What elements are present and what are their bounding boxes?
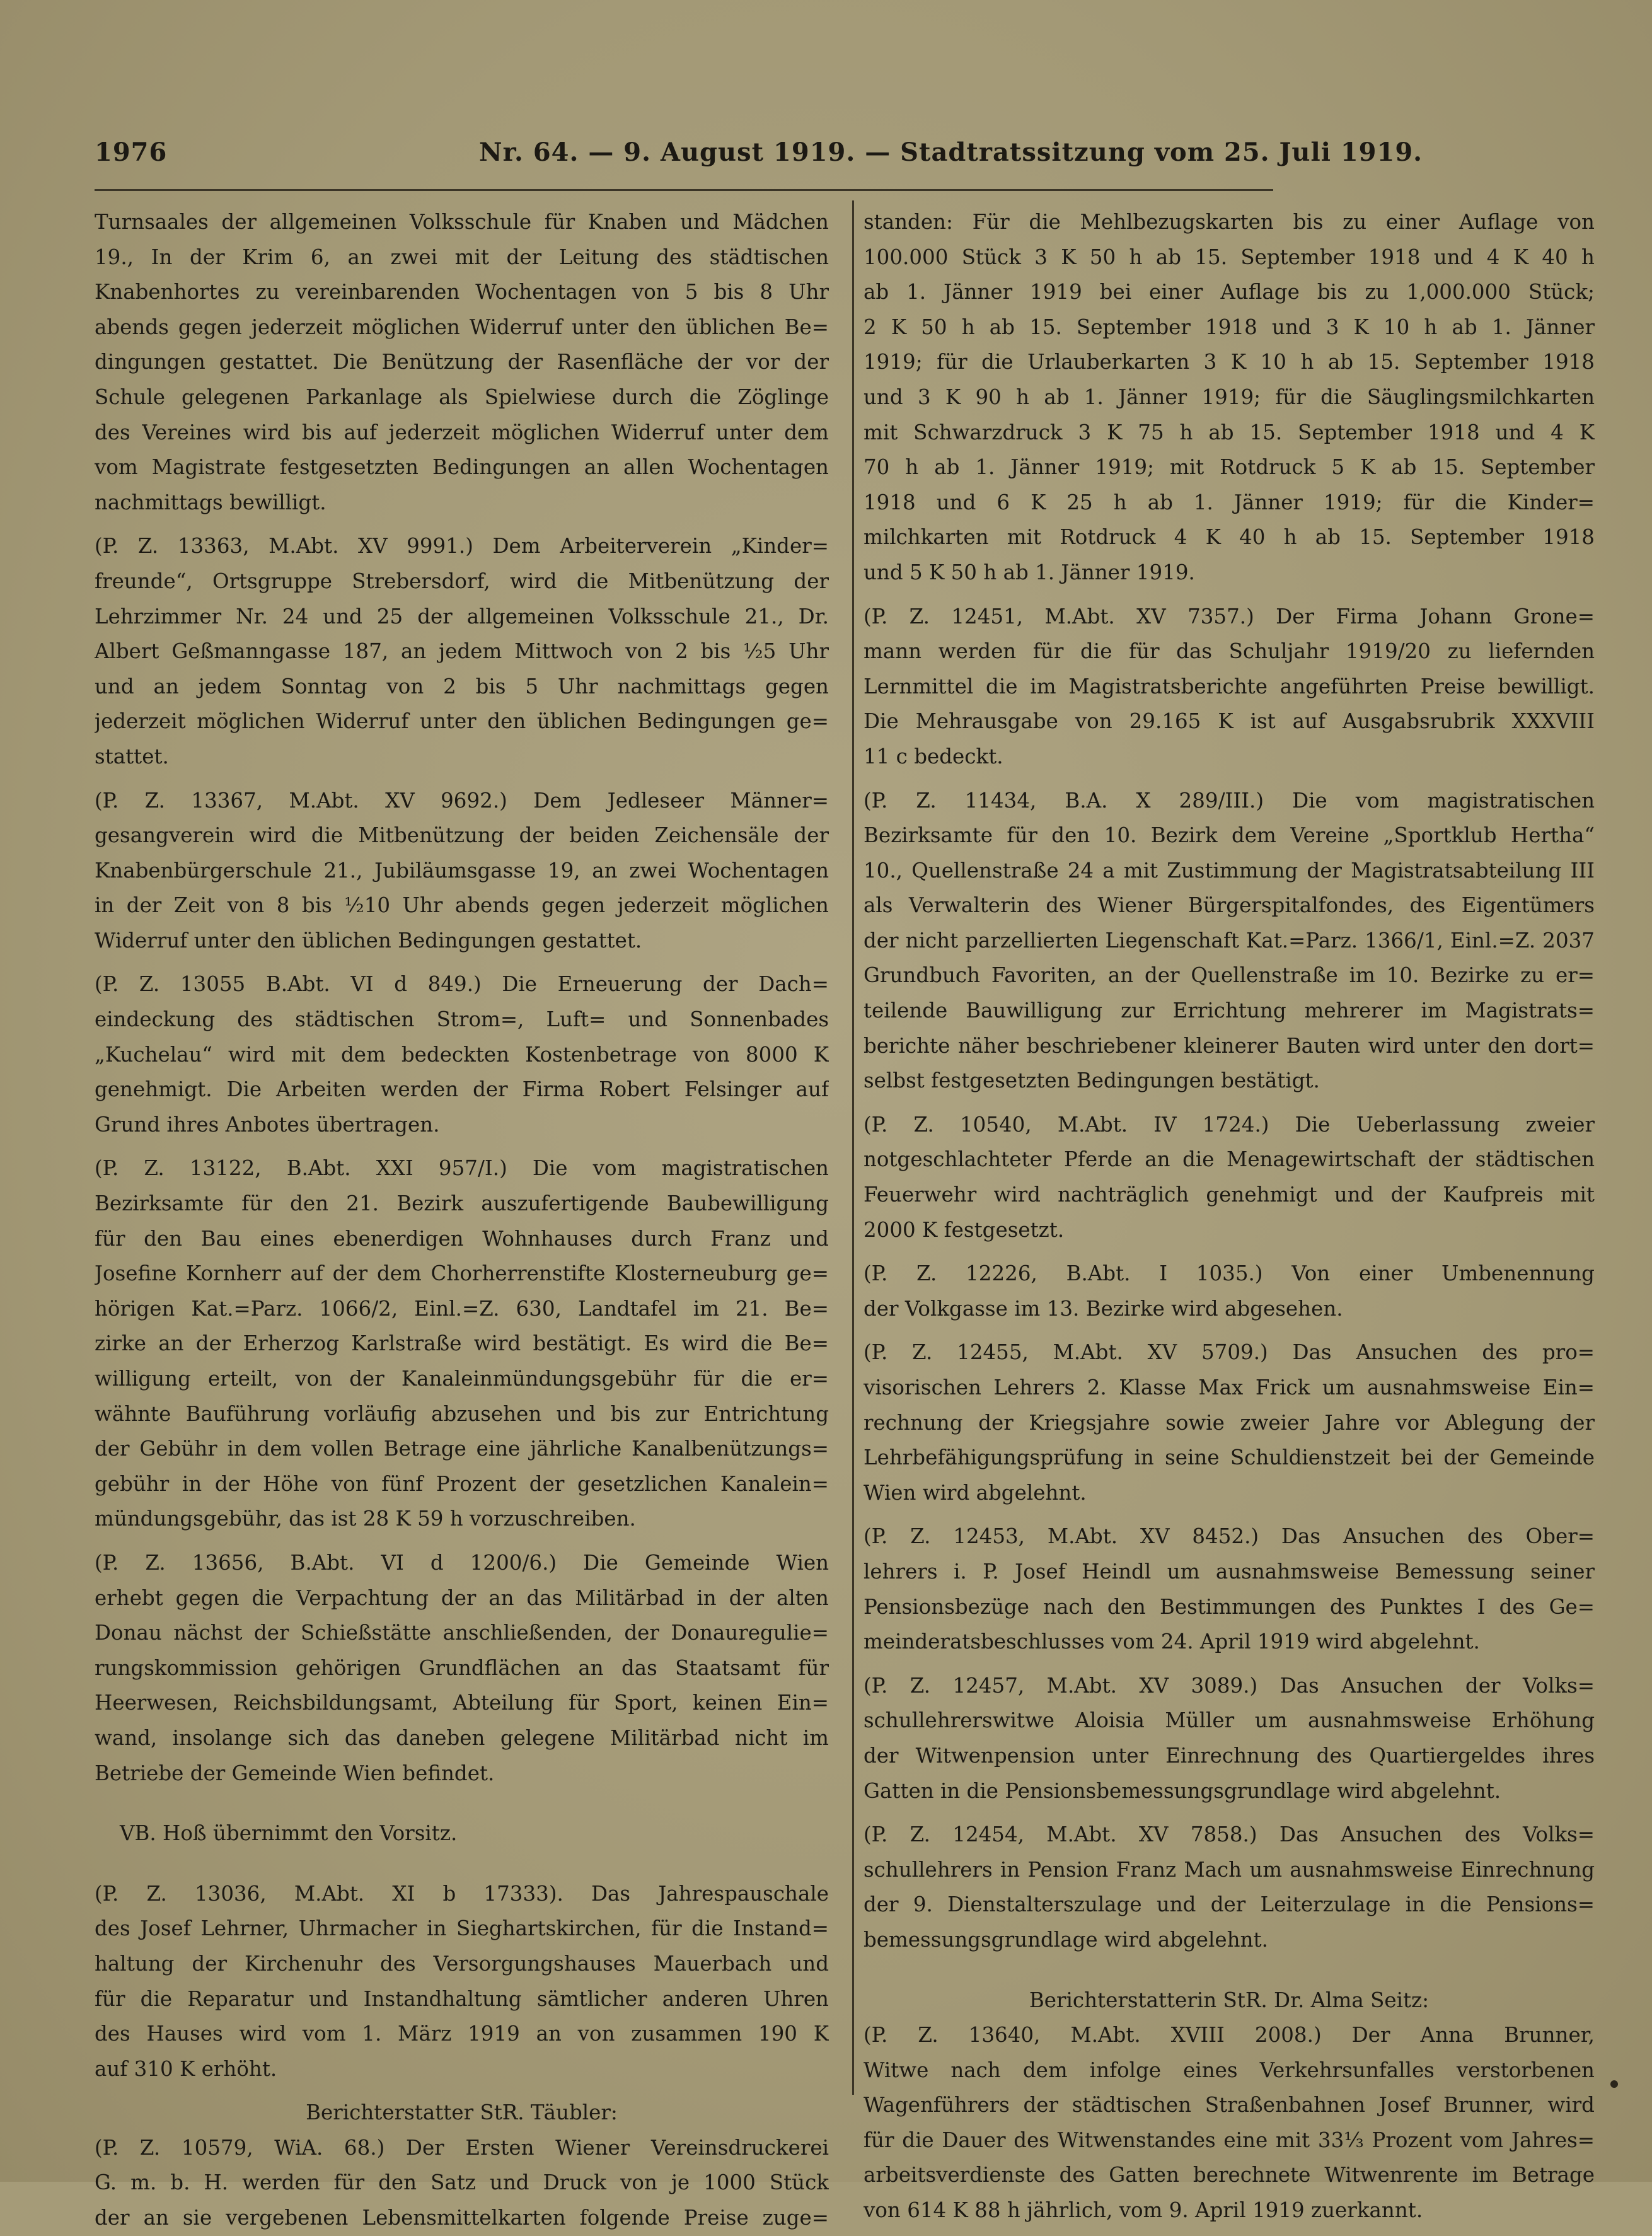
text-line: vom Magistrate festgesetzten Bedingungen an allen Wochentagen — [95, 455, 829, 480]
text-line: und 3 K 90 h ab 1. Jänner 1919; für die Säuglingsmilchkarten — [864, 385, 1595, 409]
text-line: (P. Z. 13367, M.Abt. XV 9692.) Dem Jedleseer Männer= — [95, 788, 829, 813]
text-line: Betriebe der Gemeinde Wien befindet. — [95, 1761, 495, 1785]
text-line: von 614 K 88 h jährlich, vom 9. April 1919 zuerkannt. — [864, 2198, 1423, 2223]
text-line: notgeschlachteter Pferde an die Menagewirtschaft der städtischen — [864, 1147, 1595, 1172]
text-line: und 5 K 50 h ab 1. Jänner 1919. — [864, 560, 1195, 584]
text-line: „Kuchelau“ wird mit dem bedeckten Kostenbetrage von 8000 K — [95, 1042, 829, 1067]
left-column — [95, 205, 829, 2236]
text-line: Knabenhortes zu vereinbarenden Wochentagen von 5 bis 8 Uhr — [95, 280, 829, 304]
text-line: jederzeit möglichen Widerruf unter den üblichen Bedingungen ge= — [95, 709, 829, 734]
text-line: (P. Z. 12453, M.Abt. XV 8452.) Das Ansuchen des Ober= — [864, 1524, 1595, 1549]
text-line: für die Dauer des Witwenstandes eine mit 33⅓ Prozent vom Jahres= — [864, 2128, 1595, 2152]
text-line: bemessungsgrundlage wird abgelehnt. — [864, 1927, 1268, 1952]
text-line: (P. Z. 13656, B.Abt. VI d 1200/6.) Die Gemeinde Wien — [95, 1550, 829, 1575]
text-line: Lernmittel die im Magistratsberichte angeführten Preise bewilligt. — [864, 674, 1595, 698]
text-line: 1919; für die Urlauberkarten 3 K 10 h ab 15. September 1918 — [864, 350, 1595, 374]
text-line: 1918 und 6 K 25 h ab 1. Jänner 1919; für die Kinder= — [864, 490, 1595, 514]
text-line: milchkarten mit Rotdruck 4 K 40 h ab 15. September 1918 — [864, 525, 1595, 550]
text-line: nachmittags bewilligt. — [95, 490, 326, 514]
text-line: (P. Z. 10579, WiA. 68.) Der Ersten Wiener Vereinsdruckerei — [95, 2135, 829, 2160]
text-line: (P. Z. 13036, M.Abt. XI b 17333). Das Jahrespauschale — [95, 1881, 829, 1906]
text-line: standen: Für die Mehlbezugskarten bis zu einer Auflage von — [864, 210, 1595, 234]
text-line: Heerwesen, Reichsbildungsamt, Abteilung für Sport, keinen Ein= — [95, 1691, 829, 1715]
page-number: 1976 — [95, 137, 168, 167]
text-line: haltung der Kirchenuhr des Versorgungshauses Mauerbach und — [95, 1951, 829, 1976]
text-line: (P. Z. 13363, M.Abt. XV 9991.) Dem Arbeiterverein „Kinder= — [95, 534, 829, 559]
text-line: der an sie vergebenen Lebensmittelkarten folgende Preise zuge= — [95, 2206, 829, 2230]
text-line: auf 310 K erhöht. — [95, 2056, 277, 2081]
text-line: (P. Z. 12455, M.Abt. XV 5709.) Das Ansuchen des pro= — [864, 1340, 1595, 1365]
text-line: rechnung der Kriegsjahre sowie zweier Jahre vor Ablegung der — [864, 1410, 1595, 1435]
text-line: des Vereines wird bis auf jederzeit möglichen Widerruf unter dem — [95, 420, 829, 444]
text-line: mann werden für die für das Schuljahr 1919/20 zu liefernden — [864, 639, 1595, 664]
text-line: zirke an der Erherzog Karlstraße wird bestätigt. Es wird die Be= — [95, 1331, 829, 1356]
text-line: rungskommission gehörigen Grundflächen an das Staatsamt für — [95, 1655, 829, 1680]
text-line: Witwe nach dem infolge eines Verkehrsunfalles verstorbenen — [864, 2058, 1595, 2082]
text-line: 2000 K festgesetzt. — [864, 1217, 1065, 1242]
text-line: freunde“, Ortsgruppe Strebersdorf, wird die Mitbenützung der — [95, 569, 829, 593]
text-line: Grund ihres Anbotes übertragen. — [95, 1112, 440, 1137]
text-line: Wien wird abgelehnt. — [864, 1480, 1087, 1505]
text-line: der Witwenpension unter Einrechnung des Quartiergeldes ihres — [864, 1743, 1595, 1768]
text-line: schullehrers in Pension Franz Mach um ausnahmsweise Einrechnung — [864, 1857, 1595, 1882]
text-line: (P. Z. 12454, M.Abt. XV 7858.) Das Ansuchen des Volks= — [864, 1822, 1595, 1847]
text-line: arbeitsverdienste des Gatten berechnete Witwenrente im Betrage — [864, 2163, 1595, 2187]
text-line: Schule gelegenen Parkanlage als Spielwiese durch die Zöglinge — [95, 385, 829, 409]
text-line: selbst festgesetzten Bedingungen bestätigt. — [864, 1069, 1320, 1093]
text-line: mündungsgebühr, das ist 28 K 59 h vorzuschreiben. — [95, 1507, 636, 1531]
text-line: willigung erteilt, von der Kanaleinmündungsgebühr für die er= — [95, 1367, 829, 1391]
text-line: in der Zeit von 8 bis ½10 Uhr abends gegen jederzeit möglichen — [95, 893, 829, 918]
running-title: Nr. 64. — 9. August 1919. — Stadtratssitzung vom 25. Juli 1919. — [479, 137, 1423, 167]
text-line: ab 1. Jänner 1919 bei einer Auflage bis zu 1,000.000 Stück; — [864, 280, 1595, 304]
text-line: 2 K 50 h ab 15. September 1918 und 3 K 10 h ab 1. Jänner — [864, 315, 1595, 339]
text-line: für den Bau eines ebenerdigen Wohnhauses durch Franz und — [95, 1226, 829, 1251]
page-header — [95, 137, 1423, 175]
text-line: Josefine Kornherr auf der dem Chorherrenstifte Klosterneuburg ge= — [95, 1261, 829, 1286]
text-line: (P. Z. 12226, B.Abt. I 1035.) Von einer Umbenennung — [864, 1261, 1595, 1286]
text-line: 10., Quellenstraße 24 a mit Zustimmung der Magistratsabteilung III — [864, 858, 1595, 883]
chair-note: VB. Hoß übernimmt den Vorsitz. — [120, 1821, 458, 1846]
text-line: als Verwalterin des Wiener Bürgerspitalfondes, des Eigentümers — [864, 893, 1595, 918]
text-line: Pensionsbezüge nach den Bestimmungen des Punktes I des Ge= — [864, 1594, 1595, 1619]
text-line: 70 h ab 1. Jänner 1919; mit Rotdruck 5 K ab 15. September — [864, 455, 1595, 480]
text-line: berichte näher beschriebener kleinerer Bauten wird unter den dort= — [864, 1033, 1595, 1058]
rapporteur-heading: Berichterstatterin StR. Dr. Alma Seitz: — [1029, 1988, 1430, 2012]
text-line: des Josef Lehrner, Uhrmacher in Sieghartskirchen, für die Instand= — [95, 1916, 829, 1941]
text-line: Albert Geßmanngasse 187, an jedem Mittwoch von 2 bis ½5 Uhr — [95, 639, 829, 664]
text-line: hörigen Kat.=Parz. 1066/2, Einl.=Z. 630, Landtafel im 21. Be= — [95, 1296, 829, 1321]
text-line: für die Reparatur und Instandhaltung sämtlicher anderen Uhren — [95, 1986, 829, 2011]
text-line: visorischen Lehrers 2. Klasse Max Frick um ausnahmsweise Ein= — [864, 1376, 1595, 1399]
text-line: und an jedem Sonntag von 2 bis 5 Uhr nachmittags gegen — [95, 674, 829, 698]
text-line: abends gegen jederzeit möglichen Widerruf unter den üblichen Be= — [95, 315, 829, 339]
text-line: Donau nächst der Schießstätte anschließenden, der Donauregulie= — [95, 1621, 829, 1645]
text-line: lehrers i. P. Josef Heindl um ausnahmsweise Bemessung seiner — [864, 1559, 1595, 1584]
text-line: wand, insolange sich das daneben gelegene Militärbad nicht im — [95, 1725, 829, 1750]
text-line: G. m. b. H. werden für den Satz und Druck von je 1000 Stück — [95, 2170, 829, 2195]
text-line: Grundbuch Favoriten, an der Quellenstraße im 10. Bezirke zu er= — [864, 963, 1595, 988]
text-line: 19., In der Krim 6, an zwei mit der Leitung des städtischen — [95, 245, 829, 269]
text-line: wähnte Bauführung vorläufig abzusehen und bis zur Entrichtung — [95, 1401, 829, 1426]
right-column — [864, 205, 1595, 2228]
text-line: (P. Z. 12457, M.Abt. XV 3089.) Das Ansuchen der Volks= — [864, 1673, 1595, 1698]
text-line: (P. Z. 13640, M.Abt. XVIII 2008.) Der Anna Brunner, — [864, 2023, 1595, 2048]
text-line: (P. Z. 13055 B.Abt. VI d 849.) Die Erneuerung der Dach= — [95, 972, 829, 997]
text-line: dingungen gestattet. Die Benützung der Rasenfläche der vor der — [95, 350, 829, 374]
text-line: genehmigt. Die Arbeiten werden der Firma Robert Felsinger auf — [95, 1077, 829, 1102]
text-line: Gatten in die Pensionsbemessungsgrundlage wird abgelehnt. — [864, 1778, 1501, 1803]
text-line: Knabenbürgerschule 21., Jubiläumsgasse 19, an zwei Wochentagen — [95, 858, 829, 883]
rapporteur-heading: Berichterstatter StR. Täubler: — [306, 2100, 618, 2125]
end-dot — [1610, 2080, 1618, 2088]
text-line: Widerruf unter den üblichen Bedingungen gestattet. — [95, 928, 642, 953]
text-line: Lehrzimmer Nr. 24 und 25 der allgemeinen Volksschule 21., Dr. — [95, 604, 829, 629]
text-line: des Hauses wird vom 1. März 1919 an von zusammen 190 K — [95, 2022, 829, 2046]
text-line: Feuerwehr wird nachträglich genehmigt und der Kaufpreis mit — [864, 1183, 1595, 1207]
text-line: Bezirksamte für den 21. Bezirk auszufertigende Baubewilligung — [95, 1191, 829, 1216]
text-line: 11 c bedeckt. — [864, 744, 1003, 768]
text-line: stattet. — [95, 744, 169, 768]
text-line: eindeckung des städtischen Strom=, Luft= und Sonnenbades — [95, 1007, 829, 1032]
text-line: Lehrbefähigungsprüfung in seine Schuldienstzeit bei der Gemeinde — [864, 1445, 1595, 1470]
text-line: der Volkgasse im 13. Bezirke wird abgesehen. — [864, 1296, 1343, 1321]
text-line: 100.000 Stück 3 K 50 h ab 15. September 1918 und 4 K 40 h — [864, 245, 1595, 269]
text-line: (P. Z. 13122, B.Abt. XXI 957/I.) Die vom magistratischen — [95, 1156, 829, 1181]
text-line: erhebt gegen die Verpachtung der an das Militärbad in der alten — [95, 1585, 829, 1610]
text-line: Turnsaales der allgemeinen Volksschule für Knaben und Mädchen — [95, 210, 829, 234]
text-line: schullehrerswitwe Aloisia Müller um ausnahmsweise Erhöhung — [864, 1708, 1595, 1733]
text-line: der nicht parzellierten Liegenschaft Kat.=Parz. 1366/1, Einl.=Z. 2037 — [864, 928, 1595, 953]
text-line: Die Mehrausgabe von 29.165 K ist auf Ausgabsrubrik XXXVIII — [864, 709, 1595, 734]
header-rule — [95, 189, 1273, 191]
text-line: teilende Bauwilligung zur Errichtung mehrerer im Magistrats= — [864, 999, 1595, 1023]
text-line: Bezirksamte für den 10. Bezirk dem Vereine „Sportklub Hertha“ — [864, 823, 1595, 848]
text-line: gesangverein wird die Mitbenützung der beiden Zeichensäle der — [95, 823, 829, 848]
text-line: gebühr in der Höhe von fünf Prozent der gesetzlichen Kanalein= — [95, 1471, 829, 1496]
text-line: meinderatsbeschlusses vom 24. April 1919 wird abgelehnt. — [864, 1630, 1480, 1654]
text-line: der Gebühr in dem vollen Betrage eine jährliche Kanalbenützungs= — [95, 1437, 829, 1461]
text-line: (P. Z. 10540, M.Abt. IV 1724.) Die Ueberlassung zweier — [864, 1112, 1595, 1137]
text-line: der 9. Dienstalterszulage und der Leiterzulage in die Pensions= — [864, 1892, 1595, 1917]
text-line: Wagenführers der städtischen Straßenbahnen Josef Brunner, wird — [864, 2093, 1595, 2117]
column-divider — [852, 200, 854, 2095]
text-line: (P. Z. 12451, M.Abt. XV 7357.) Der Firma Johann Grone= — [864, 604, 1595, 629]
text-line: (P. Z. 11434, B.A. X 289/III.) Die vom magistratischen — [864, 788, 1595, 813]
text-line: mit Schwarzdruck 3 K 75 h ab 15. September 1918 und 4 K — [864, 420, 1595, 444]
